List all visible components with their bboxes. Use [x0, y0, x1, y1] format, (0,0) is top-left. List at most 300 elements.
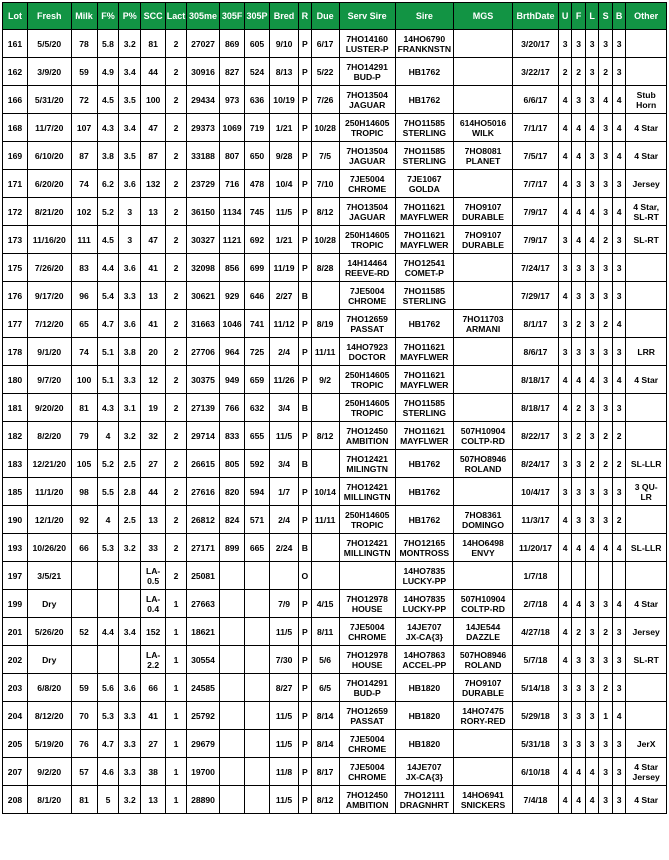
table-row — [3, 114, 667, 142]
cell-milk: 81 — [71, 786, 97, 814]
cell-305p: 571 — [245, 506, 270, 534]
cell-305p: 665 — [245, 534, 270, 562]
cell-l: 3 — [585, 282, 599, 310]
cell-other — [626, 702, 667, 730]
cell-u: 3 — [558, 478, 572, 506]
cell-fpct: 4 — [97, 506, 119, 534]
cell-line: MAYFLWER — [400, 435, 449, 446]
cell-bred: 11/5 — [270, 422, 299, 450]
cell-mgs — [453, 646, 512, 674]
cell-bred: 11/5 — [270, 730, 299, 758]
cell-u: 4 — [558, 114, 572, 142]
cell-line: MILINGTN — [346, 463, 388, 474]
cell-other — [626, 506, 667, 534]
cell-lact: 2 — [166, 114, 187, 142]
cell-line: 7HO13504 — [346, 201, 388, 212]
cell-line: MILLINGTN — [343, 547, 391, 558]
cell-line: CHROME — [348, 771, 387, 782]
cell-serv-sire — [339, 338, 395, 366]
cell-line: 7HO12165 — [403, 537, 446, 548]
table-row — [3, 478, 667, 506]
cell-s: 4 — [599, 534, 613, 562]
cell-scc: 20 — [141, 338, 166, 366]
cell-bred: 3/4 — [270, 450, 299, 478]
cell-line: 7JE5004 — [349, 733, 385, 744]
cell-f: 4 — [572, 534, 586, 562]
cell-line: 4 Star — [634, 761, 659, 772]
cell-line: LUSTER-P — [345, 43, 389, 54]
cell-scc: 13 — [141, 198, 166, 226]
cell-lot: 182 — [3, 422, 28, 450]
cell-line: 7HO13504 — [346, 89, 388, 100]
cell-line: DRAGNHRT — [399, 799, 449, 810]
cell-fresh: 3/9/20 — [27, 58, 71, 86]
table-row — [3, 254, 667, 282]
cell-fresh: 9/1/20 — [27, 338, 71, 366]
cell-lact: 2 — [166, 58, 187, 86]
cell-scc — [141, 562, 166, 590]
cell-mgs — [453, 86, 512, 114]
cell-mgs — [453, 534, 512, 562]
cell-line: 14HO6941 — [462, 789, 504, 800]
cell-line: CHROME — [348, 183, 387, 194]
cell-milk: 70 — [71, 702, 97, 730]
cell-fpct — [97, 590, 119, 618]
cell-s: 3 — [599, 590, 613, 618]
cell-bred: 1/21 — [270, 226, 299, 254]
cell-305f: 820 — [220, 478, 245, 506]
cell-u: 2 — [558, 58, 572, 86]
cell-b: 4 — [612, 702, 626, 730]
cell-other — [626, 422, 667, 450]
cell-u: 4 — [558, 170, 572, 198]
cell-scc — [141, 646, 166, 674]
cell-305p: 659 — [245, 366, 270, 394]
cell-305me: 27171 — [186, 534, 219, 562]
cell-l: 3 — [585, 338, 599, 366]
cell-fpct: 4.9 — [97, 58, 119, 86]
cell-line: 7HO8081 — [464, 145, 502, 156]
cell-b: 3 — [612, 254, 626, 282]
cell-line: COMET-P — [404, 267, 444, 278]
cell-serv-sire — [339, 282, 395, 310]
cell-fresh: 11/16/20 — [27, 226, 71, 254]
cell-305me: 19700 — [186, 758, 219, 786]
cell-bred: 11/26 — [270, 366, 299, 394]
cell-line: 7HO12978 — [346, 649, 388, 660]
cell-fresh: 8/12/20 — [27, 702, 71, 730]
cell-lact: 2 — [166, 366, 187, 394]
cell-milk: 57 — [71, 758, 97, 786]
cell-sire — [395, 254, 453, 282]
cell-line: 7HO9107 — [464, 229, 502, 240]
cell-s: 3 — [599, 170, 613, 198]
cell-due: 8/14 — [311, 730, 339, 758]
cell-l: 3 — [585, 30, 599, 58]
cell-line: 507H10904 — [460, 425, 506, 436]
cell-ppct: 3.1 — [119, 394, 141, 422]
cell-due: 8/17 — [311, 758, 339, 786]
cell-s: 3 — [599, 142, 613, 170]
column-header-305me: 305me — [186, 3, 219, 30]
cell-lact: 2 — [166, 170, 187, 198]
cell-serv-sire — [339, 646, 395, 674]
cell-bred: 1/21 — [270, 114, 299, 142]
cell-line: 7HO12450 — [346, 789, 388, 800]
table-row — [3, 86, 667, 114]
table-row — [3, 142, 667, 170]
cell-305me: 23729 — [186, 170, 219, 198]
cell-lot: 176 — [3, 282, 28, 310]
cell-l: 4 — [585, 534, 599, 562]
cell-line: Jersey — [632, 771, 660, 782]
cell-line: ARMANI — [465, 323, 501, 334]
column-header-mgs: MGS — [453, 3, 512, 30]
cell-l: 4 — [585, 198, 599, 226]
cell-line: 7HO14291 — [346, 61, 388, 72]
cell-line: DURABLE — [462, 687, 505, 698]
cell-line: 7HO12421 — [346, 537, 388, 548]
cell-ppct: 3.4 — [119, 114, 141, 142]
cell-s: 4 — [599, 86, 613, 114]
cell-b: 3 — [612, 394, 626, 422]
cell-305p: 725 — [245, 338, 270, 366]
cell-u: 4 — [558, 282, 572, 310]
cell-milk: 98 — [71, 478, 97, 506]
cell-fresh: 6/10/20 — [27, 142, 71, 170]
cell-u: 4 — [558, 758, 572, 786]
cell-305p: 646 — [245, 282, 270, 310]
cell-scc: 44 — [141, 58, 166, 86]
cell-other — [626, 86, 667, 114]
cell-milk: 105 — [71, 450, 97, 478]
cell-other: 4 Star — [626, 114, 667, 142]
cell-ppct: 3.2 — [119, 422, 141, 450]
cell-line: AMBITION — [345, 435, 389, 446]
cell-l: 3 — [585, 58, 599, 86]
cell-mgs — [453, 674, 512, 702]
cell-fpct: 4.6 — [97, 758, 119, 786]
cell-serv-sire — [339, 674, 395, 702]
cell-brthdate: 3/20/17 — [513, 30, 559, 58]
cell-s: 2 — [599, 422, 613, 450]
cell-305me: 24585 — [186, 674, 219, 702]
cell-r: P — [299, 170, 311, 198]
cell-r: P — [299, 366, 311, 394]
cell-scc: 47 — [141, 226, 166, 254]
cell-other — [626, 198, 667, 226]
cell-line: FRANKNSTN — [397, 43, 452, 54]
cell-ppct: 3.2 — [119, 786, 141, 814]
column-header-sire: Sire — [395, 3, 453, 30]
cell-due: 8/14 — [311, 702, 339, 730]
cell-s: 2 — [599, 450, 613, 478]
cell-lact: 1 — [166, 730, 187, 758]
cell-bred: 8/27 — [270, 674, 299, 702]
cell-f: 3 — [572, 674, 586, 702]
cell-lot: 208 — [3, 786, 28, 814]
cell-305f: 766 — [220, 394, 245, 422]
column-header-b: B — [612, 3, 626, 30]
cell-mgs — [453, 170, 512, 198]
cell-r: P — [299, 338, 311, 366]
cell-s: 3 — [599, 254, 613, 282]
cell-ppct: 3 — [119, 226, 141, 254]
cell-brthdate: 5/29/18 — [513, 702, 559, 730]
cell-305f: 1069 — [220, 114, 245, 142]
cell-line: 7HO12421 — [346, 481, 388, 492]
table-row — [3, 170, 667, 198]
cell-milk: 72 — [71, 86, 97, 114]
cell-u: 3 — [558, 338, 572, 366]
cell-scc: 19 — [141, 394, 166, 422]
cell-serv-sire — [339, 58, 395, 86]
cell-305p: 592 — [245, 450, 270, 478]
cell-305f — [220, 618, 245, 646]
cell-bred: 9/10 — [270, 30, 299, 58]
cell-lact: 1 — [166, 618, 187, 646]
cell-line: 507H10904 — [460, 593, 506, 604]
cell-line: 7HO13504 — [346, 145, 388, 156]
column-header-due: Due — [311, 3, 339, 30]
cell-due: 8/12 — [311, 786, 339, 814]
cell-serv-sire — [339, 366, 395, 394]
cell-bred: 8/13 — [270, 58, 299, 86]
cell-fpct: 4.5 — [97, 86, 119, 114]
cell-milk: 59 — [71, 674, 97, 702]
cell-l: 3 — [585, 142, 599, 170]
cell-milk: 83 — [71, 254, 97, 282]
cell-lot: 199 — [3, 590, 28, 618]
cell-mgs — [453, 338, 512, 366]
cell-due: 11/11 — [311, 506, 339, 534]
cell-u: 4 — [558, 646, 572, 674]
cell-u: 4 — [558, 534, 572, 562]
cell-serv-sire — [339, 730, 395, 758]
cell-b: 3 — [612, 478, 626, 506]
cell-due: 7/5 — [311, 142, 339, 170]
cell-serv-sire — [339, 30, 395, 58]
cell-serv-sire — [339, 254, 395, 282]
cell-u: 3 — [558, 450, 572, 478]
cell-b: 3 — [612, 786, 626, 814]
cell-ppct: 3.6 — [119, 170, 141, 198]
cell-sire — [395, 30, 453, 58]
cell-u: 3 — [558, 254, 572, 282]
cell-b: 2 — [612, 506, 626, 534]
cell-s: 3 — [599, 282, 613, 310]
cell-305me: 30621 — [186, 282, 219, 310]
cell-fresh: 9/20/20 — [27, 394, 71, 422]
cell-r: P — [299, 254, 311, 282]
cell-milk: 111 — [71, 226, 97, 254]
cell-mgs — [453, 310, 512, 338]
cell-lot: 185 — [3, 478, 28, 506]
cell-other: SL-RT — [626, 646, 667, 674]
cell-u: 4 — [558, 142, 572, 170]
cell-milk: 74 — [71, 338, 97, 366]
table-row — [3, 422, 667, 450]
table-row — [3, 786, 667, 814]
cell-line: 614HO5016 — [459, 117, 507, 128]
cell-s: 3 — [599, 786, 613, 814]
cell-due: 7/10 — [311, 170, 339, 198]
cell-ppct: 3.6 — [119, 254, 141, 282]
cell-f: 4 — [572, 786, 586, 814]
cell-u: 4 — [558, 86, 572, 114]
cell-r: B — [299, 282, 311, 310]
cell-brthdate: 11/3/17 — [513, 506, 559, 534]
cell-b: 4 — [612, 114, 626, 142]
cell-305p: 636 — [245, 86, 270, 114]
cell-line: ENVY — [471, 547, 495, 558]
cell-ppct: 3.4 — [119, 58, 141, 86]
cell-lact: 2 — [166, 198, 187, 226]
cell-fresh: 8/21/20 — [27, 198, 71, 226]
table-row — [3, 534, 667, 562]
cell-lact: 2 — [166, 282, 187, 310]
cell-due: 10/14 — [311, 478, 339, 506]
cell-f: 4 — [572, 758, 586, 786]
cell-line: 250H14605 — [344, 117, 390, 128]
cell-due: 8/12 — [311, 198, 339, 226]
cell-brthdate: 7/1/17 — [513, 114, 559, 142]
cell-f: 3 — [572, 254, 586, 282]
cell-serv-sire — [339, 506, 395, 534]
cell-scc: 13 — [141, 786, 166, 814]
cell-f: 3 — [572, 730, 586, 758]
cell-line: 507HO8946 — [459, 649, 507, 660]
cell-line: MAYFLWER — [400, 379, 449, 390]
cell-f: 3 — [572, 338, 586, 366]
cell-lot: 168 — [3, 114, 28, 142]
cell-f: 3 — [572, 86, 586, 114]
table-row — [3, 506, 667, 534]
cell-sire — [395, 422, 453, 450]
cell-bred: 2/27 — [270, 282, 299, 310]
cell-line: REEVE-RD — [344, 267, 390, 278]
cell-l: 3 — [585, 394, 599, 422]
cell-305p: 692 — [245, 226, 270, 254]
cell-b: 2 — [612, 450, 626, 478]
cell-lot: 180 — [3, 366, 28, 394]
cell-305me: 18621 — [186, 618, 219, 646]
cell-b: 4 — [612, 86, 626, 114]
cell-brthdate: 5/7/18 — [513, 646, 559, 674]
cell-s: 2 — [599, 58, 613, 86]
cell-l: 3 — [585, 506, 599, 534]
cell-lact: 1 — [166, 590, 187, 618]
cell-305f: 833 — [220, 422, 245, 450]
cell-fresh: 9/2/20 — [27, 758, 71, 786]
table-row — [3, 590, 667, 618]
cell-u: 4 — [558, 394, 572, 422]
cell-line: LA- — [145, 649, 161, 660]
cell-305me: 29679 — [186, 730, 219, 758]
cell-l: 4 — [585, 758, 599, 786]
cell-milk: 96 — [71, 282, 97, 310]
cell-brthdate: 8/6/17 — [513, 338, 559, 366]
cell-r: P — [299, 86, 311, 114]
cell-serv-sire — [339, 758, 395, 786]
cell-mgs — [453, 758, 512, 786]
cell-f: 3 — [572, 702, 586, 730]
cell-scc: 41 — [141, 702, 166, 730]
cell-305f: 929 — [220, 282, 245, 310]
cell-other: LRR — [626, 338, 667, 366]
cell-fpct: 4.4 — [97, 618, 119, 646]
cell-brthdate: 5/31/18 — [513, 730, 559, 758]
cell-milk — [71, 562, 97, 590]
cell-milk: 52 — [71, 618, 97, 646]
cell-serv-sire — [339, 86, 395, 114]
cell-fresh: 5/5/20 — [27, 30, 71, 58]
cell-305me: 30916 — [186, 58, 219, 86]
cell-line: CHROME — [348, 295, 387, 306]
cell-ppct: 3.3 — [119, 702, 141, 730]
cell-line: 7HO11585 — [403, 397, 445, 408]
cell-milk — [71, 646, 97, 674]
cell-305p: 719 — [245, 114, 270, 142]
cell-r: P — [299, 590, 311, 618]
cell-u: 4 — [558, 786, 572, 814]
table-row — [3, 702, 667, 730]
cell-lact: 2 — [166, 86, 187, 114]
cell-brthdate: 3/22/17 — [513, 58, 559, 86]
cell-r: P — [299, 30, 311, 58]
cell-bred: 10/4 — [270, 170, 299, 198]
cell-milk: 81 — [71, 394, 97, 422]
cell-brthdate: 8/24/17 — [513, 450, 559, 478]
cell-mgs — [453, 366, 512, 394]
column-header-milk: Milk — [71, 3, 97, 30]
cell-other — [626, 226, 667, 254]
cell-fpct: 3.8 — [97, 142, 119, 170]
cell-milk: 107 — [71, 114, 97, 142]
cell-lact: 1 — [166, 674, 187, 702]
table-row — [3, 338, 667, 366]
column-header-lact: Lact — [166, 3, 187, 30]
cell-305p — [245, 674, 270, 702]
table-row — [3, 282, 667, 310]
cell-brthdate: 2/7/18 — [513, 590, 559, 618]
cell-other — [626, 282, 667, 310]
cell-line: 0.5 — [147, 575, 160, 586]
cell-305me: 27616 — [186, 478, 219, 506]
cell-brthdate: 7/9/17 — [513, 198, 559, 226]
cell-b: 3 — [612, 646, 626, 674]
cell-s: 2 — [599, 226, 613, 254]
cell-line: LUCKY-PP — [402, 603, 447, 614]
cell-f — [572, 562, 586, 590]
cell-line: 7HO11585 — [403, 117, 445, 128]
table-row — [3, 618, 667, 646]
cell-other — [626, 394, 667, 422]
cell-r: P — [299, 758, 311, 786]
cell-f: 2 — [572, 618, 586, 646]
column-header-r: R — [299, 3, 311, 30]
cell-line: 7JE5004 — [349, 621, 385, 632]
column-header-305f: 305F — [220, 3, 245, 30]
cell-lact: 1 — [166, 702, 187, 730]
cell-u — [558, 562, 572, 590]
cell-305f: 807 — [220, 142, 245, 170]
cell-u: 3 — [558, 702, 572, 730]
cell-f: 4 — [572, 114, 586, 142]
cell-serv-sire — [339, 142, 395, 170]
cell-l: 3 — [585, 730, 599, 758]
cell-mgs — [453, 590, 512, 618]
